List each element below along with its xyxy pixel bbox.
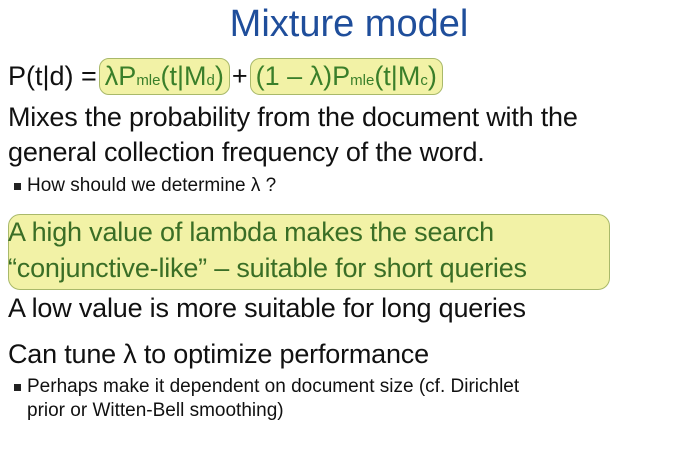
formula <box>8 56 445 96</box>
formula-plus: + <box>231 60 248 91</box>
text-line-general: general collection frequency of the word. <box>8 137 485 167</box>
bullet-square-icon <box>14 183 21 190</box>
text-line-mixes: Mixes the probability from the document with the <box>8 102 578 132</box>
highlight-line-conjunctive: “conjunctive-like” – suitable for short queries <box>8 253 527 283</box>
formula-lhs: P(t|d) = <box>8 60 97 91</box>
highlight-line-high-lambda: A high value of lambda makes the search <box>8 217 494 247</box>
formula-term-document: λP mle (t|M d ) <box>99 58 230 95</box>
text-line-tune-lambda: Can tune λ to optimize performance <box>8 339 429 369</box>
bullet-item-dependent-continued: prior or Witten-Bell smoothing) <box>27 400 284 421</box>
formula-term-collection: (1 – λ)P mle (t|M c ) <box>250 58 443 95</box>
bullet-square-icon <box>14 384 21 391</box>
slide-title: Mixture model <box>229 3 469 45</box>
bullet-item-lambda: How should we determine λ ? <box>14 174 276 198</box>
text-line-low-value: A low value is more suitable for long queries <box>8 293 526 323</box>
bullet-item-dependent: Perhaps make it dependent on document size (cf. Dirichlet <box>14 375 519 399</box>
